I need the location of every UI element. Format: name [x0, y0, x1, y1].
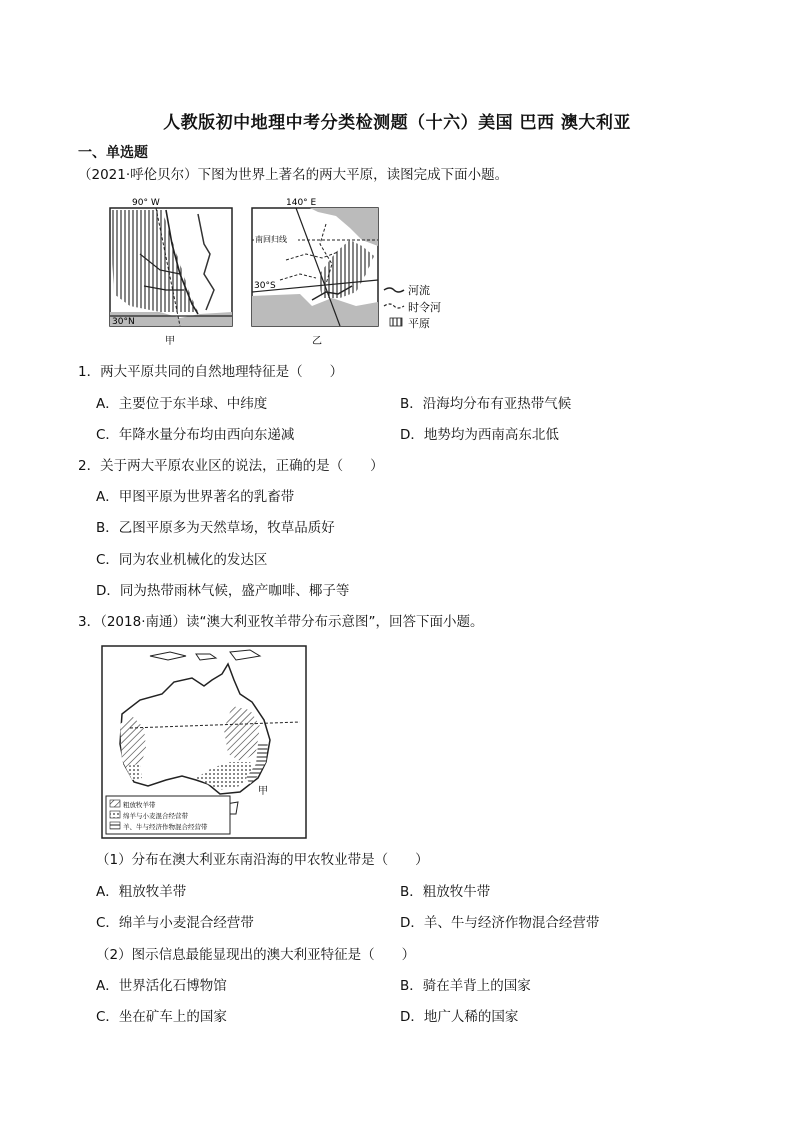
two-plains-figure — [100, 194, 460, 350]
q3-2-option-c[interactable]: C．坐在矿车上的国家 — [96, 1009, 227, 1025]
q3-intro: 3．（2018·南通）读“澳大利亚牧羊带分布示意图”，回答下面小题。 — [78, 614, 484, 630]
legend-extensive-sheep: 粗放牧羊带 — [123, 801, 156, 809]
legend-seasonal-river: 时令河 — [408, 301, 441, 314]
q1-option-a[interactable]: A．主要位于东半球、中纬度 — [96, 396, 268, 412]
q3-1-stem: （1）分布在澳大利亚东南沿海的甲农牧业带是（ ） — [96, 852, 429, 868]
legend-river: 河流 — [408, 284, 430, 297]
yi-lat-label: 30°S — [254, 281, 276, 291]
legend-plain: 平原 — [408, 317, 430, 330]
q3-2-stem: （2）图示信息最能显现出的澳大利亚特征是（ ） — [96, 947, 416, 963]
q3-2-option-d[interactable]: D．地广人稀的国家 — [400, 1009, 519, 1025]
q2-option-c[interactable]: C．同为农业机械化的发达区 — [96, 552, 268, 568]
q3-1-option-b[interactable]: B．粗放牧牛带 — [400, 884, 491, 900]
q2-option-b[interactable]: B．乙图平原多为天然草场，牧草品质好 — [96, 520, 335, 536]
aus-jia-label: 甲 — [258, 786, 268, 797]
legend-sheep-cattle-crops: 羊、牛与经济作物混合经营带 — [123, 823, 208, 831]
q1-stem: 1．两大平原共同的自然地理特征是（ ） — [78, 364, 344, 380]
q1-option-c[interactable]: C．年降水量分布均由西向东递减 — [96, 427, 295, 443]
intro-text: （2021·呼伦贝尔）下图为世界上著名的两大平原，读图完成下面小题。 — [78, 167, 509, 183]
q3-2-option-a[interactable]: A．世界活化石博物馆 — [96, 978, 227, 994]
yi-caption: 乙 — [312, 336, 322, 347]
yi-lon-label: 140° E — [286, 198, 317, 208]
page-title: 人教版初中地理中考分类检测题（十六）美国 巴西 澳大利亚 — [163, 113, 631, 133]
q2-option-d[interactable]: D．同为热带雨林气候，盛产咖啡、椰子等 — [96, 583, 350, 599]
map2-legend — [106, 796, 230, 834]
jia-caption: 甲 — [165, 336, 175, 347]
legend-sheep-wheat: 绵羊与小麦混合经营带 — [123, 812, 188, 820]
q3-1-option-d[interactable]: D．羊、牛与经济作物混合经营带 — [400, 915, 600, 931]
jia-lon-label: 90° W — [132, 198, 160, 208]
q3-1-option-a[interactable]: A．粗放牧羊带 — [96, 884, 187, 900]
map1-legend — [384, 283, 441, 330]
australia-figure — [100, 644, 310, 840]
jia-lat-label: 30°N — [112, 317, 135, 327]
section-heading: 一、单选题 — [78, 145, 148, 161]
q2-option-a[interactable]: A．甲图平原为世界著名的乳畜带 — [96, 489, 295, 505]
q1-option-b[interactable]: B．沿海均分布有亚热带气候 — [400, 396, 572, 412]
map-yi — [252, 198, 378, 347]
q2-stem: 2．关于两大平原农业区的说法，正确的是（ ） — [78, 458, 384, 474]
q1-option-d[interactable]: D．地势均为西南高东北低 — [400, 427, 559, 443]
map-jia — [110, 198, 232, 347]
yi-tropic-label: 南回归线 — [255, 235, 287, 244]
q3-2-option-b[interactable]: B．骑在羊背上的国家 — [400, 978, 531, 994]
q3-1-option-c[interactable]: C．绵羊与小麦混合经营带 — [96, 915, 254, 931]
